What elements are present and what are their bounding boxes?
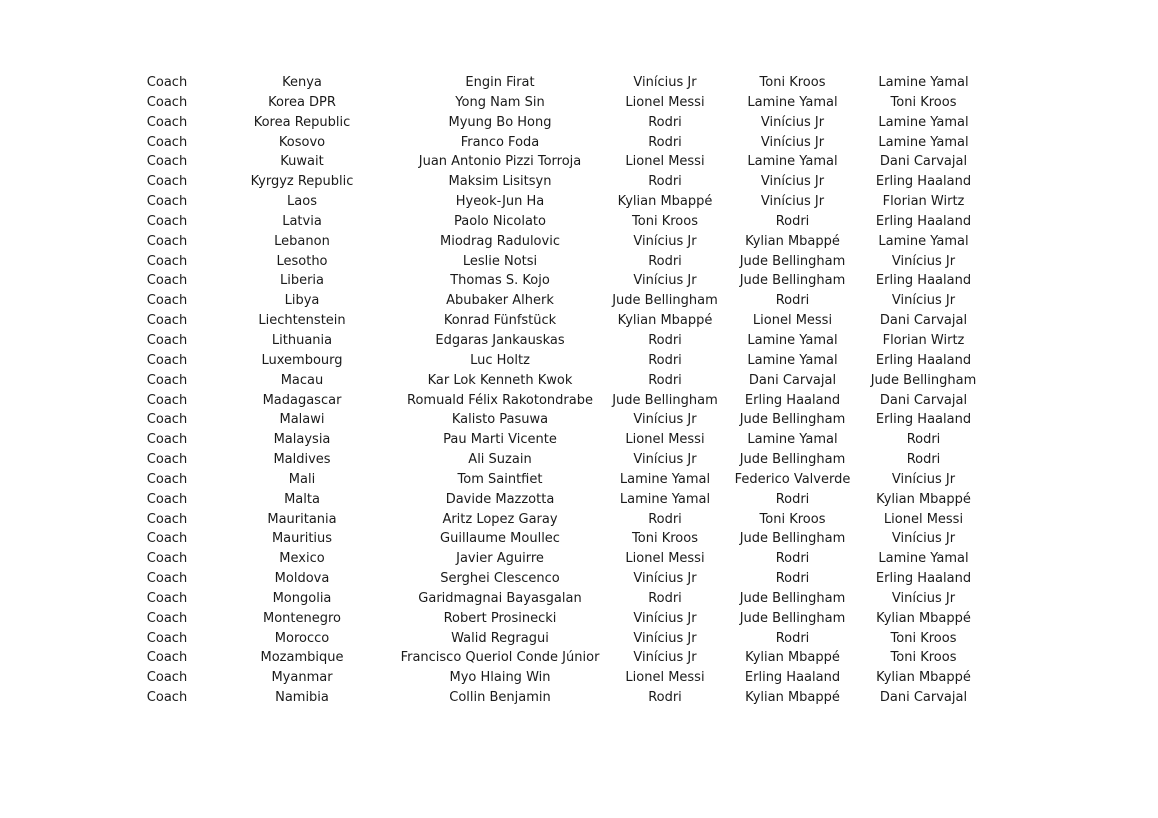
third-choice-cell: Toni Kroos (890, 94, 957, 110)
second-choice-cell: Vinícius Jr (760, 194, 825, 210)
country-cell: Mauritius (271, 531, 333, 547)
country-cell: Malawi (279, 412, 325, 428)
role-cell: Coach (146, 590, 188, 606)
first-choice-cell: Toni Kroos (632, 213, 698, 229)
voter-name-cell: Pau Marti Vicente (443, 432, 557, 448)
third-choice-cell: Kylian Mbappé (876, 610, 971, 626)
first-choice-cell: Lionel Messi (625, 432, 705, 448)
third-choice-cell: Florian Wirtz (882, 194, 965, 210)
third-choice-cell: Erling Haaland (875, 352, 972, 368)
voter-name-cell: Kar Lok Kenneth Kwok (427, 372, 573, 388)
role-cell: Coach (146, 293, 188, 309)
role-cell: Coach (146, 194, 188, 210)
votes-table (120, 73, 982, 708)
table-row (120, 172, 982, 192)
second-choice-cell: Federico Valverde (734, 471, 851, 487)
second-choice-cell: Jude Bellingham (739, 452, 846, 468)
role-cell: Coach (146, 531, 188, 547)
first-choice-cell: Lionel Messi (625, 670, 705, 686)
voter-name-cell: Guillaume Moullec (440, 531, 560, 547)
voter-name-cell: Luc Holtz (470, 352, 530, 368)
second-choice-cell: Rodri (775, 491, 810, 507)
table-row (120, 93, 982, 113)
second-choice-cell: Lamine Yamal (747, 352, 838, 368)
country-cell: Lebanon (274, 233, 330, 249)
first-choice-cell: Vinícius Jr (633, 571, 697, 587)
third-choice-cell: Erling Haaland (875, 571, 972, 587)
table-row (120, 291, 982, 311)
first-choice-cell: Lamine Yamal (619, 471, 711, 487)
role-cell: Coach (146, 412, 188, 428)
role-cell: Coach (146, 253, 188, 269)
country-cell: Kenya (282, 75, 322, 90)
third-choice-cell: Lamine Yamal (878, 551, 969, 567)
role-cell: Coach (146, 154, 188, 170)
role-cell: Coach (146, 134, 188, 150)
role-cell: Coach (146, 630, 188, 646)
third-choice-cell: Florian Wirtz (882, 332, 965, 348)
first-choice-cell: Vinícius Jr (633, 75, 697, 90)
first-choice-cell: Vinícius Jr (633, 610, 697, 626)
voter-name-cell: Juan Antonio Pizzi Torroja (418, 154, 582, 170)
first-choice-cell: Rodri (648, 174, 682, 190)
first-choice-cell: Lamine Yamal (619, 491, 711, 507)
table-row (120, 688, 982, 708)
country-cell: Madagascar (262, 392, 342, 408)
third-choice-cell: Jude Bellingham (870, 372, 977, 388)
second-choice-cell: Lamine Yamal (747, 432, 838, 448)
table-row (120, 490, 982, 510)
country-cell: Maldives (273, 452, 331, 468)
role-cell: Coach (146, 332, 188, 348)
third-choice-cell: Kylian Mbappé (876, 491, 971, 507)
voter-name-cell: Leslie Notsi (462, 253, 538, 269)
table-row (120, 232, 982, 252)
role-cell: Coach (146, 432, 188, 448)
country-cell: Moldova (274, 571, 330, 587)
votes-table-body (120, 73, 982, 708)
second-choice-cell: Rodri (775, 213, 810, 229)
voter-name-cell: Konrad Fünfstück (443, 313, 557, 329)
second-choice-cell: Vinícius Jr (760, 134, 825, 150)
table-row (120, 391, 982, 411)
role-cell: Coach (146, 650, 188, 666)
second-choice-cell: Jude Bellingham (739, 531, 846, 547)
voter-name-cell: Miodrag Radulovic (440, 233, 560, 249)
second-choice-cell: Erling Haaland (744, 670, 841, 686)
third-choice-cell: Kylian Mbappé (876, 670, 971, 686)
second-choice-cell: Toni Kroos (759, 75, 826, 90)
table-row (120, 133, 982, 153)
first-choice-cell: Rodri (648, 372, 682, 388)
voter-name-cell: Franco Foda (460, 134, 540, 150)
role-cell: Coach (146, 372, 188, 388)
voter-name-cell: Walid Regragui (451, 630, 549, 646)
third-choice-cell: Erling Haaland (875, 174, 972, 190)
role-cell: Coach (146, 690, 188, 706)
voter-name-cell: Javier Aguirre (456, 551, 544, 567)
table-row (120, 629, 982, 649)
country-cell: Latvia (282, 213, 322, 229)
first-choice-cell: Lionel Messi (625, 94, 705, 110)
role-cell: Coach (146, 511, 188, 527)
country-cell: Laos (287, 194, 317, 210)
voter-name-cell: Yong Nam Sin (455, 94, 545, 110)
table-row (120, 648, 982, 668)
role-cell: Coach (146, 670, 188, 686)
third-choice-cell: Dani Carvajal (879, 690, 968, 706)
table-row (120, 252, 982, 272)
voter-name-cell: Myung Bo Hong (448, 114, 552, 130)
second-choice-cell: Kylian Mbappé (745, 233, 840, 249)
country-cell: Mauritania (267, 511, 337, 527)
country-cell: Libya (284, 293, 320, 309)
role-cell: Coach (146, 392, 188, 408)
table-row (120, 410, 982, 430)
third-choice-cell: Erling Haaland (875, 213, 972, 229)
role-cell: Coach (146, 610, 188, 626)
voter-name-cell: Serghei Clescenco (440, 571, 560, 587)
table-row (120, 589, 982, 609)
voter-name-cell: Engin Firat (465, 75, 535, 90)
voter-name-cell: Abubaker Alherk (446, 293, 554, 309)
third-choice-cell: Vinícius Jr (891, 590, 956, 606)
role-cell: Coach (146, 571, 188, 587)
table-row (120, 331, 982, 351)
voter-name-cell: Tom Saintfiet (457, 471, 543, 487)
first-choice-cell: Vinícius Jr (633, 412, 697, 428)
role-cell: Coach (146, 114, 188, 130)
first-choice-cell: Rodri (648, 332, 682, 348)
voter-name-cell: Thomas S. Kojo (450, 273, 550, 289)
voter-name-cell: Kalisto Pasuwa (451, 412, 549, 428)
first-choice-cell: Rodri (648, 690, 682, 706)
voter-name-cell: Maksim Lisitsyn (448, 174, 552, 190)
third-choice-cell: Lamine Yamal (878, 114, 969, 130)
first-choice-cell: Vinícius Jr (633, 452, 697, 468)
table-row (120, 192, 982, 212)
table-row (120, 212, 982, 232)
table-row (120, 430, 982, 450)
third-choice-cell: Lamine Yamal (878, 134, 969, 150)
table-row (120, 529, 982, 549)
voter-name-cell: Robert Prosinecki (443, 610, 557, 626)
voter-name-cell: Hyeok-Jun Ha (455, 194, 545, 210)
first-choice-cell: Toni Kroos (632, 531, 698, 547)
first-choice-cell: Vinícius Jr (633, 650, 697, 666)
second-choice-cell: Jude Bellingham (739, 412, 846, 428)
first-choice-cell: Rodri (648, 134, 682, 150)
table-row (120, 549, 982, 569)
third-choice-cell: Erling Haaland (875, 273, 972, 289)
country-cell: Kosovo (278, 134, 326, 150)
table-row (120, 668, 982, 688)
voter-name-cell: Myo Hlaing Win (449, 670, 551, 686)
role-cell: Coach (146, 233, 188, 249)
table-row (120, 450, 982, 470)
country-cell: Montenegro (262, 610, 341, 626)
role-cell: Coach (146, 471, 188, 487)
role-cell: Coach (146, 551, 188, 567)
third-choice-cell: Toni Kroos (890, 650, 957, 666)
country-cell: Morocco (274, 630, 330, 646)
third-choice-cell: Vinícius Jr (891, 253, 956, 269)
third-choice-cell: Erling Haaland (875, 412, 972, 428)
country-cell: Korea Republic (253, 114, 351, 130)
first-choice-cell: Rodri (648, 352, 682, 368)
role-cell: Coach (146, 273, 188, 289)
country-cell: Kuwait (280, 154, 324, 170)
first-choice-cell: Kylian Mbappé (617, 313, 713, 329)
country-cell: Myanmar (271, 670, 333, 686)
third-choice-cell: Toni Kroos (890, 630, 957, 646)
first-choice-cell: Vinícius Jr (633, 630, 697, 646)
voter-name-cell: Garidmagnai Bayasgalan (418, 590, 582, 606)
second-choice-cell: Rodri (775, 571, 810, 587)
voter-name-cell: Aritz Lopez Garay (442, 511, 558, 527)
second-choice-cell: Lamine Yamal (747, 154, 838, 170)
first-choice-cell: Vinícius Jr (633, 273, 697, 289)
second-choice-cell: Rodri (775, 551, 810, 567)
third-choice-cell: Rodri (906, 452, 941, 468)
second-choice-cell: Lamine Yamal (747, 94, 838, 110)
first-choice-cell: Jude Bellingham (612, 392, 718, 408)
first-choice-cell: Jude Bellingham (612, 293, 718, 309)
second-choice-cell: Rodri (775, 293, 810, 309)
table-row (120, 311, 982, 331)
first-choice-cell: Vinícius Jr (633, 233, 697, 249)
role-cell: Coach (146, 213, 188, 229)
first-choice-cell: Lionel Messi (625, 154, 705, 170)
first-choice-cell: Rodri (648, 253, 682, 269)
table-row (120, 152, 982, 172)
second-choice-cell: Lionel Messi (752, 313, 833, 329)
third-choice-cell: Vinícius Jr (891, 531, 956, 547)
second-choice-cell: Kylian Mbappé (745, 650, 840, 666)
role-cell: Coach (146, 452, 188, 468)
first-choice-cell: Kylian Mbappé (617, 194, 713, 210)
role-cell: Coach (146, 352, 188, 368)
table-row (120, 569, 982, 589)
third-choice-cell: Vinícius Jr (891, 471, 956, 487)
table-row (120, 351, 982, 371)
table-row (120, 371, 982, 391)
voter-name-cell: Edgaras Jankauskas (435, 332, 565, 348)
second-choice-cell: Jude Bellingham (739, 590, 846, 606)
third-choice-cell: Dani Carvajal (879, 154, 968, 170)
country-cell: Mongolia (272, 590, 332, 606)
second-choice-cell: Jude Bellingham (739, 253, 846, 269)
country-cell: Luxembourg (261, 352, 343, 368)
third-choice-cell: Dani Carvajal (879, 313, 968, 329)
first-choice-cell: Rodri (648, 511, 682, 527)
table-row (120, 510, 982, 530)
table-row (120, 271, 982, 291)
role-cell: Coach (146, 94, 188, 110)
first-choice-cell: Lionel Messi (625, 551, 705, 567)
country-cell: Malaysia (273, 432, 331, 448)
role-cell: Coach (146, 174, 188, 190)
second-choice-cell: Toni Kroos (759, 511, 826, 527)
third-choice-cell: Lionel Messi (883, 511, 964, 527)
second-choice-cell: Vinícius Jr (760, 114, 825, 130)
country-cell: Kyrgyz Republic (250, 174, 354, 190)
country-cell: Macau (280, 372, 324, 388)
table-row (120, 113, 982, 133)
voter-name-cell: Paolo Nicolato (454, 213, 546, 229)
role-cell: Coach (146, 491, 188, 507)
second-choice-cell: Jude Bellingham (739, 273, 846, 289)
country-cell: Mali (288, 471, 316, 487)
second-choice-cell: Rodri (775, 630, 810, 646)
voter-name-cell: Romuald Félix Rakotondrabe (407, 392, 593, 408)
third-choice-cell: Lamine Yamal (878, 233, 969, 249)
third-choice-cell: Dani Carvajal (879, 392, 968, 408)
voter-name-cell: Ali Suzain (468, 452, 532, 468)
country-cell: Mexico (279, 551, 325, 567)
voter-name-cell: Francisco Queriol Conde Júnior (400, 650, 600, 666)
third-choice-cell: Lamine Yamal (878, 75, 969, 90)
second-choice-cell: Kylian Mbappé (745, 690, 840, 706)
country-cell: Liechtenstein (258, 313, 346, 329)
role-cell: Coach (146, 313, 188, 329)
second-choice-cell: Dani Carvajal (748, 372, 837, 388)
country-cell: Lesotho (276, 253, 328, 269)
country-cell: Liberia (279, 273, 325, 289)
country-cell: Korea DPR (268, 94, 336, 110)
first-choice-cell: Rodri (648, 114, 682, 130)
second-choice-cell: Erling Haaland (744, 392, 841, 408)
third-choice-cell: Vinícius Jr (891, 293, 956, 309)
country-cell: Lithuania (271, 332, 333, 348)
role-cell: Coach (146, 75, 188, 90)
second-choice-cell: Jude Bellingham (739, 610, 846, 626)
country-cell: Namibia (275, 690, 329, 706)
voter-name-cell: Collin Benjamin (449, 690, 551, 706)
first-choice-cell: Rodri (648, 590, 682, 606)
third-choice-cell: Rodri (906, 432, 941, 448)
table-row (120, 609, 982, 629)
second-choice-cell: Vinícius Jr (760, 174, 825, 190)
second-choice-cell: Lamine Yamal (747, 332, 838, 348)
country-cell: Mozambique (260, 650, 344, 666)
table-row (120, 73, 982, 93)
table-row (120, 470, 982, 490)
country-cell: Malta (284, 491, 320, 507)
voter-name-cell: Davide Mazzotta (445, 491, 555, 507)
